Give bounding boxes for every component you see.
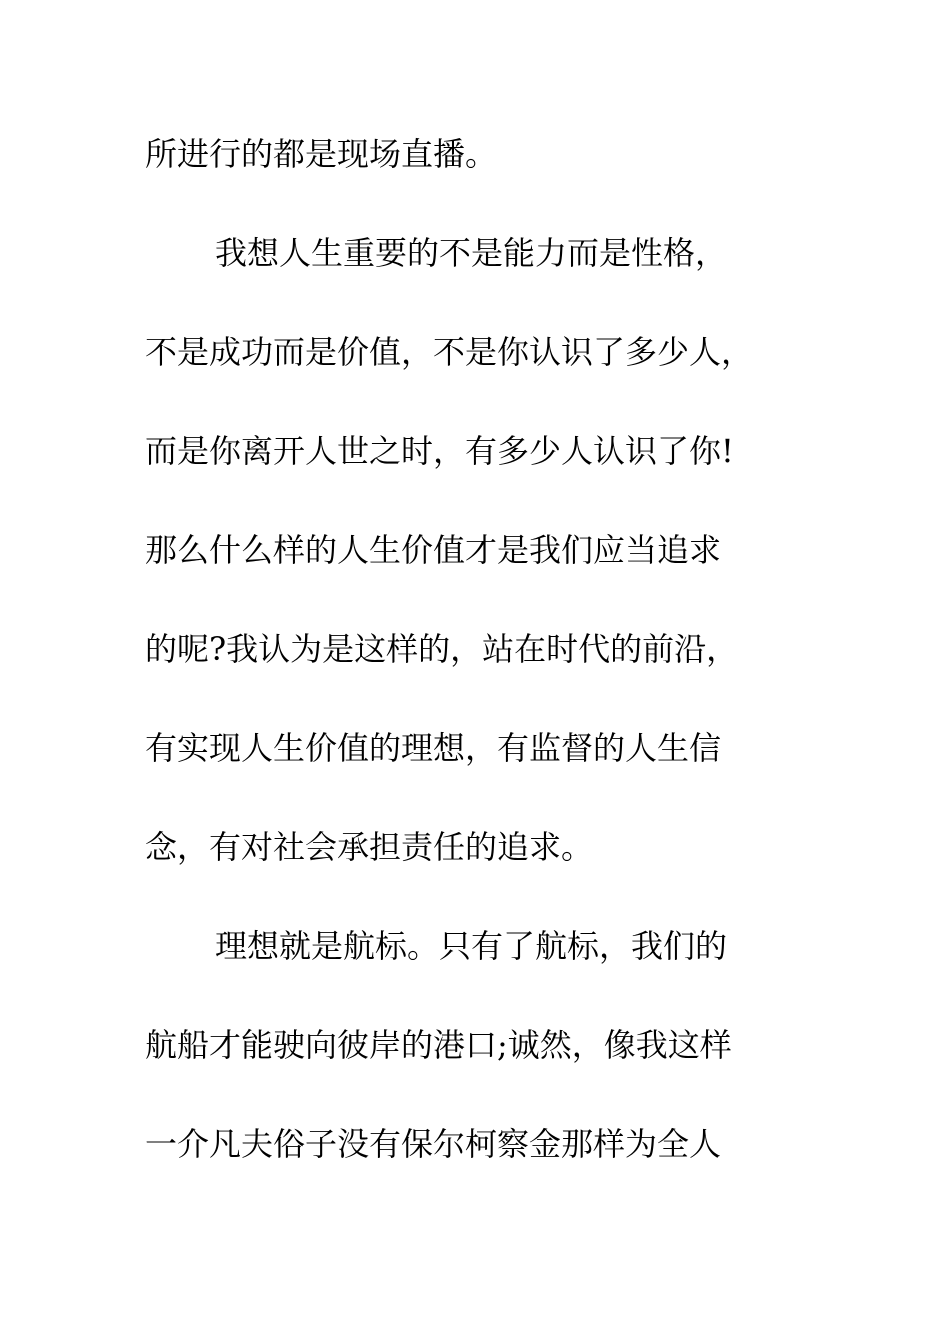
paragraph-first-line: 理想就是航标。只有了航标，我们的	[215, 927, 728, 965]
text-line: 有实现人生价值的理想，有监督的人生信	[145, 729, 722, 767]
text-line: 那么什么样的人生价值才是我们应当追求	[145, 531, 722, 569]
text-line: 不是成功而是价值，不是你认识了多少人，	[145, 333, 754, 371]
paragraph-first-line: 我想人生重要的不是能力而是性格，	[215, 234, 728, 272]
text-line: 一介凡夫俗子没有保尔柯察金那样为全人	[145, 1125, 722, 1163]
text-line: 所进行的都是现场直播。	[145, 135, 498, 173]
text-line: 念，有对社会承担责任的追求。	[145, 828, 594, 866]
text-line: 而是你离开人世之时，有多少人认识了你!	[145, 432, 734, 470]
text-line: 的呢?我认为是这样的，站在时代的前沿，	[145, 630, 739, 668]
text-line: 航船才能驶向彼岸的港口;诚然，像我这样	[145, 1026, 732, 1064]
